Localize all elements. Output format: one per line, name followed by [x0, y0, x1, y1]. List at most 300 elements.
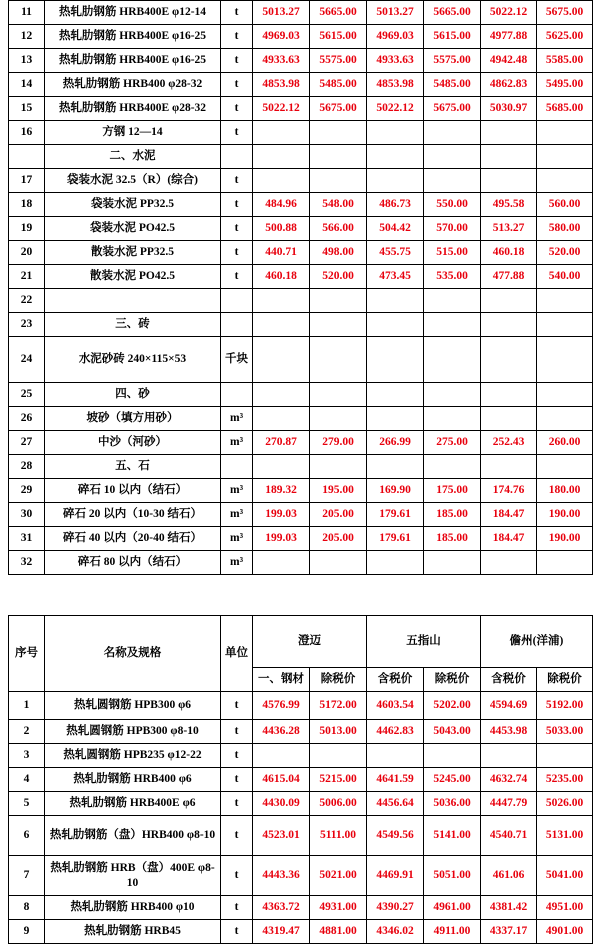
- cell-price: 560.00: [537, 193, 593, 217]
- cell-price: 4576.99: [253, 692, 310, 720]
- cell-price: 455.75: [367, 241, 424, 265]
- cell-price: [537, 169, 593, 193]
- row-no: 29: [9, 479, 45, 503]
- cell-price: 175.00: [424, 479, 481, 503]
- cell-price: 495.58: [481, 193, 537, 217]
- row-no: 21: [9, 265, 45, 289]
- cell-price: 5215.00: [310, 768, 367, 792]
- cell-price: 4363.72: [253, 896, 310, 920]
- row-name: 碎石 20 以内（10-30 结石）: [45, 503, 221, 527]
- cell-price: 266.99: [367, 431, 424, 455]
- cell-price: 5051.00: [424, 856, 481, 896]
- cell-price: [537, 744, 593, 768]
- subheader-incltax: 含税价: [481, 668, 537, 692]
- row-name: [45, 289, 221, 313]
- cell-price: 520.00: [537, 241, 593, 265]
- row-no: 28: [9, 455, 45, 479]
- cell-price: 4911.00: [424, 920, 481, 944]
- cell-price: 4901.00: [537, 920, 593, 944]
- table-row: [9, 527, 593, 551]
- cell-price: 260.00: [537, 431, 593, 455]
- cell-price: 4632.74: [481, 768, 537, 792]
- row-unit: t: [221, 744, 253, 768]
- cell-price: [481, 407, 537, 431]
- cell-price: [253, 337, 310, 383]
- row-name: 碎石 40 以内（20-40 结石）: [45, 527, 221, 551]
- row-unit: t: [221, 856, 253, 896]
- table-row: [9, 49, 593, 73]
- cell-price: 5022.12: [481, 1, 537, 25]
- cell-price: 440.71: [253, 241, 310, 265]
- cell-price: 5675.00: [424, 97, 481, 121]
- cell-price: 205.00: [310, 503, 367, 527]
- row-name: 热轧肋钢筋 HRB400E φ12-14: [45, 1, 221, 25]
- header-no: 序号: [9, 616, 45, 692]
- row-no: 9: [9, 920, 45, 944]
- cell-price: [537, 337, 593, 383]
- cell-price: [253, 383, 310, 407]
- row-unit: t: [221, 193, 253, 217]
- cell-price: 580.00: [537, 217, 593, 241]
- row-no: 6: [9, 816, 45, 856]
- cell-price: 5202.00: [424, 692, 481, 720]
- cell-price: [481, 455, 537, 479]
- cell-price: 174.76: [481, 479, 537, 503]
- cell-price: [424, 551, 481, 575]
- cell-price: [424, 337, 481, 383]
- row-no: 7: [9, 856, 45, 896]
- row-name: 热轧肋钢筋 HRB400E φ6: [45, 792, 221, 816]
- row-no: 15: [9, 97, 45, 121]
- cell-price: 5235.00: [537, 768, 593, 792]
- row-unit: m³: [221, 479, 253, 503]
- row-unit: t: [221, 768, 253, 792]
- cell-price: [481, 551, 537, 575]
- row-no: 2: [9, 720, 45, 744]
- cell-price: 4436.28: [253, 720, 310, 744]
- table-row: [9, 1, 593, 25]
- cell-price: 185.00: [424, 503, 481, 527]
- cell-price: 5033.00: [537, 720, 593, 744]
- cell-price: 5043.00: [424, 720, 481, 744]
- row-no: 24: [9, 337, 45, 383]
- cell-price: 4603.54: [367, 692, 424, 720]
- table-row: [9, 792, 593, 816]
- cell-price: [424, 407, 481, 431]
- cell-price: 5485.00: [424, 73, 481, 97]
- row-name: 散装水泥 PP32.5: [45, 241, 221, 265]
- row-no: 14: [9, 73, 45, 97]
- header-name: 名称及规格: [45, 616, 221, 692]
- cell-price: [537, 551, 593, 575]
- cell-price: 540.00: [537, 265, 593, 289]
- cell-price: 5030.97: [481, 97, 537, 121]
- cell-price: [424, 169, 481, 193]
- row-no: 27: [9, 431, 45, 455]
- cell-price: 4390.27: [367, 896, 424, 920]
- row-no: 22: [9, 289, 45, 313]
- row-name: 热轧肋钢筋 HRB400 φ6: [45, 768, 221, 792]
- section-row: [9, 145, 593, 169]
- row-no: 17: [9, 169, 45, 193]
- row-unit: [221, 383, 253, 407]
- cell-price: [537, 313, 593, 337]
- row-unit: [221, 313, 253, 337]
- cell-price: [310, 313, 367, 337]
- cell-price: [424, 121, 481, 145]
- cell-price: 4933.63: [253, 49, 310, 73]
- cell-price: [424, 289, 481, 313]
- cell-price: 498.00: [310, 241, 367, 265]
- cell-price: 520.00: [310, 265, 367, 289]
- cell-price: 4337.17: [481, 920, 537, 944]
- cell-price: 4853.98: [367, 73, 424, 97]
- cell-price: [537, 407, 593, 431]
- cell-price: 5665.00: [424, 1, 481, 25]
- cell-price: 4942.48: [481, 49, 537, 73]
- cell-price: 5021.00: [310, 856, 367, 896]
- cell-price: [310, 121, 367, 145]
- cell-price: [310, 289, 367, 313]
- table1-body: [9, 1, 593, 575]
- cell-price: 190.00: [537, 503, 593, 527]
- cell-price: 190.00: [537, 527, 593, 551]
- row-unit: t: [221, 217, 253, 241]
- cell-price: 550.00: [424, 193, 481, 217]
- section-label-steel: 一、钢材: [253, 668, 310, 692]
- cell-price: 5013.27: [367, 1, 424, 25]
- cell-price: 184.47: [481, 527, 537, 551]
- cell-price: 504.42: [367, 217, 424, 241]
- cell-price: 4969.03: [367, 25, 424, 49]
- row-unit: t: [221, 920, 253, 944]
- cell-price: [481, 169, 537, 193]
- table-row: [9, 744, 593, 768]
- row-unit: t: [221, 97, 253, 121]
- row-name: 热轧肋钢筋（盘）HRB400 φ8-10: [45, 816, 221, 856]
- cell-price: 513.27: [481, 217, 537, 241]
- cell-price: 548.00: [310, 193, 367, 217]
- row-name: 水泥砂砖 240×115×53: [45, 337, 221, 383]
- header-region-chengmai: 澄迈: [253, 616, 367, 668]
- cell-price: 4961.00: [424, 896, 481, 920]
- cell-price: 460.18: [481, 241, 537, 265]
- cell-price: 4469.91: [367, 856, 424, 896]
- cell-price: [310, 744, 367, 768]
- row-unit: t: [221, 692, 253, 720]
- row-name: 热轧肋钢筋 HRB400E φ16-25: [45, 25, 221, 49]
- cell-price: [310, 383, 367, 407]
- row-unit: t: [221, 896, 253, 920]
- cell-price: [253, 407, 310, 431]
- section-row: [9, 383, 593, 407]
- header-unit: 单位: [221, 616, 253, 692]
- cell-price: 180.00: [537, 479, 593, 503]
- table-row: [9, 551, 593, 575]
- cell-price: 5625.00: [537, 25, 593, 49]
- cell-price: [310, 145, 367, 169]
- cell-price: 5485.00: [310, 73, 367, 97]
- cell-price: [424, 383, 481, 407]
- row-unit: t: [221, 169, 253, 193]
- cell-price: 169.90: [367, 479, 424, 503]
- row-name: 热轧肋钢筋 HRB400E φ28-32: [45, 97, 221, 121]
- row-name: 袋装水泥 PP32.5: [45, 193, 221, 217]
- materials-price-table-next-page: [8, 615, 593, 944]
- cell-price: [537, 455, 593, 479]
- cell-price: 4951.00: [537, 896, 593, 920]
- row-unit: t: [221, 241, 253, 265]
- cell-price: 566.00: [310, 217, 367, 241]
- row-no: 18: [9, 193, 45, 217]
- cell-price: 5041.00: [537, 856, 593, 896]
- table-row: [9, 73, 593, 97]
- cell-price: [310, 551, 367, 575]
- row-name: 热轧肋钢筋 HRB45: [45, 920, 221, 944]
- row-no: 8: [9, 896, 45, 920]
- cell-price: [424, 744, 481, 768]
- cell-price: [424, 455, 481, 479]
- row-name: 热轧肋钢筋 HRB（盘）400E φ8-10: [45, 856, 221, 896]
- cell-price: 5013.27: [253, 1, 310, 25]
- cell-price: 4447.79: [481, 792, 537, 816]
- row-name: 碎石 10 以内（结石）: [45, 479, 221, 503]
- cell-price: [481, 145, 537, 169]
- row-no: 23: [9, 313, 45, 337]
- cell-price: [481, 313, 537, 337]
- cell-price: 179.61: [367, 503, 424, 527]
- row-unit: m³: [221, 551, 253, 575]
- cell-price: 5141.00: [424, 816, 481, 856]
- row-no: 32: [9, 551, 45, 575]
- table-row: [9, 720, 593, 744]
- cell-price: [481, 383, 537, 407]
- table-row: [9, 431, 593, 455]
- cell-price: [253, 121, 310, 145]
- cell-price: 4615.04: [253, 768, 310, 792]
- cell-price: [481, 337, 537, 383]
- cell-price: 515.00: [424, 241, 481, 265]
- row-no: 1: [9, 692, 45, 720]
- cell-price: [537, 121, 593, 145]
- cell-price: 199.03: [253, 527, 310, 551]
- row-name: 中沙（河砂）: [45, 431, 221, 455]
- cell-price: 179.61: [367, 527, 424, 551]
- table-row: [9, 241, 593, 265]
- cell-price: [537, 383, 593, 407]
- row-name: 热轧肋钢筋 HRB400 φ10: [45, 896, 221, 920]
- cell-price: 5675.00: [310, 97, 367, 121]
- subheader-extax: 除税价: [424, 668, 481, 692]
- section-label: 二、水泥: [45, 145, 221, 169]
- cell-price: 184.47: [481, 503, 537, 527]
- cell-price: [310, 169, 367, 193]
- table-row: [9, 169, 593, 193]
- section-row: [9, 313, 593, 337]
- row-no: 3: [9, 744, 45, 768]
- cell-price: 4853.98: [253, 73, 310, 97]
- cell-price: 5585.00: [537, 49, 593, 73]
- cell-price: 4443.36: [253, 856, 310, 896]
- page-break-gap: [8, 575, 592, 609]
- cell-price: 4549.56: [367, 816, 424, 856]
- cell-price: [253, 313, 310, 337]
- cell-price: [310, 455, 367, 479]
- row-name: 热轧圆钢筋 HPB235 φ12-22: [45, 744, 221, 768]
- subheader-extax: 除税价: [310, 668, 367, 692]
- row-unit: t: [221, 25, 253, 49]
- row-unit: t: [221, 816, 253, 856]
- row-no: 30: [9, 503, 45, 527]
- cell-price: 5615.00: [424, 25, 481, 49]
- cell-price: 5575.00: [424, 49, 481, 73]
- table-row: [9, 692, 593, 720]
- row-no: 11: [9, 1, 45, 25]
- cell-price: 5685.00: [537, 97, 593, 121]
- header-region-danzhou: 儋州(洋浦): [481, 616, 593, 668]
- row-unit: t: [221, 49, 253, 73]
- cell-price: 4881.00: [310, 920, 367, 944]
- cell-price: [481, 289, 537, 313]
- row-name: 热轧圆钢筋 HPB300 φ6: [45, 692, 221, 720]
- row-unit: [221, 145, 253, 169]
- cell-price: 4969.03: [253, 25, 310, 49]
- cell-price: 279.00: [310, 431, 367, 455]
- cell-price: 4381.42: [481, 896, 537, 920]
- cell-price: 4319.47: [253, 920, 310, 944]
- cell-price: [367, 744, 424, 768]
- cell-price: 5675.00: [537, 1, 593, 25]
- cell-price: 5013.00: [310, 720, 367, 744]
- cell-price: [424, 145, 481, 169]
- cell-price: 5245.00: [424, 768, 481, 792]
- table-row: [9, 896, 593, 920]
- cell-price: 5036.00: [424, 792, 481, 816]
- header-region-wuzhishan: 五指山: [367, 616, 481, 668]
- row-no: 16: [9, 121, 45, 145]
- cell-price: [367, 145, 424, 169]
- subheader-incltax: 含税价: [367, 668, 424, 692]
- row-no: 25: [9, 383, 45, 407]
- row-unit: t: [221, 1, 253, 25]
- row-name: 袋装水泥 PO42.5: [45, 217, 221, 241]
- row-no: 26: [9, 407, 45, 431]
- row-no: 5: [9, 792, 45, 816]
- row-no: 31: [9, 527, 45, 551]
- cell-price: 4540.71: [481, 816, 537, 856]
- section-label: 四、砂: [45, 383, 221, 407]
- cell-price: 5131.00: [537, 816, 593, 856]
- cell-price: 5026.00: [537, 792, 593, 816]
- cell-price: [367, 289, 424, 313]
- row-unit: t: [221, 265, 253, 289]
- cell-price: [367, 551, 424, 575]
- cell-price: 5022.12: [367, 97, 424, 121]
- cell-price: 484.96: [253, 193, 310, 217]
- cell-price: 4430.09: [253, 792, 310, 816]
- cell-price: [481, 121, 537, 145]
- cell-price: 5172.00: [310, 692, 367, 720]
- cell-price: 5615.00: [310, 25, 367, 49]
- table-row: [9, 217, 593, 241]
- section-label: 三、砖: [45, 313, 221, 337]
- table-row: [9, 407, 593, 431]
- cell-price: 570.00: [424, 217, 481, 241]
- table-row: [9, 25, 593, 49]
- cell-price: 477.88: [481, 265, 537, 289]
- row-name: 热轧肋钢筋 HRB400 φ28-32: [45, 73, 221, 97]
- cell-price: [367, 383, 424, 407]
- row-no: [9, 145, 45, 169]
- cell-price: 4462.83: [367, 720, 424, 744]
- cell-price: [253, 169, 310, 193]
- row-name: 散装水泥 PO42.5: [45, 265, 221, 289]
- row-no: 12: [9, 25, 45, 49]
- row-unit: t: [221, 720, 253, 744]
- cell-price: 5575.00: [310, 49, 367, 73]
- cell-price: [310, 337, 367, 383]
- cell-price: 252.43: [481, 431, 537, 455]
- row-unit: [221, 289, 253, 313]
- row-unit: m³: [221, 431, 253, 455]
- row-unit: t: [221, 121, 253, 145]
- cell-price: 5006.00: [310, 792, 367, 816]
- subheader-extax: 除税价: [537, 668, 593, 692]
- cell-price: 275.00: [424, 431, 481, 455]
- cell-price: 195.00: [310, 479, 367, 503]
- row-no: 13: [9, 49, 45, 73]
- cell-price: 5665.00: [310, 1, 367, 25]
- cell-price: 5192.00: [537, 692, 593, 720]
- cell-price: 535.00: [424, 265, 481, 289]
- cell-price: 4456.64: [367, 792, 424, 816]
- cell-price: [481, 744, 537, 768]
- table-row: [9, 768, 593, 792]
- table-row: [9, 856, 593, 896]
- table-row: [9, 121, 593, 145]
- cell-price: 4346.02: [367, 920, 424, 944]
- cell-price: 5111.00: [310, 816, 367, 856]
- cell-price: [367, 121, 424, 145]
- table-row: [9, 289, 593, 313]
- row-unit: m³: [221, 407, 253, 431]
- cell-price: [367, 313, 424, 337]
- cell-price: [367, 455, 424, 479]
- cell-price: 4523.01: [253, 816, 310, 856]
- cell-price: 189.32: [253, 479, 310, 503]
- row-name: 方钢 12—14: [45, 121, 221, 145]
- table-row: [9, 479, 593, 503]
- table-row: [9, 193, 593, 217]
- cell-price: 270.87: [253, 431, 310, 455]
- cell-price: [253, 744, 310, 768]
- cell-price: 5495.00: [537, 73, 593, 97]
- row-name: 热轧肋钢筋 HRB400E φ16-25: [45, 49, 221, 73]
- cell-price: 4641.59: [367, 768, 424, 792]
- cell-price: 4862.83: [481, 73, 537, 97]
- row-no: 19: [9, 217, 45, 241]
- section-label: 五、石: [45, 455, 221, 479]
- row-unit: m³: [221, 503, 253, 527]
- cell-price: 500.88: [253, 217, 310, 241]
- row-unit: t: [221, 792, 253, 816]
- row-no: 20: [9, 241, 45, 265]
- table-row: [9, 816, 593, 856]
- cell-price: [253, 145, 310, 169]
- cell-price: [367, 407, 424, 431]
- cell-price: 4453.98: [481, 720, 537, 744]
- row-unit: m³: [221, 527, 253, 551]
